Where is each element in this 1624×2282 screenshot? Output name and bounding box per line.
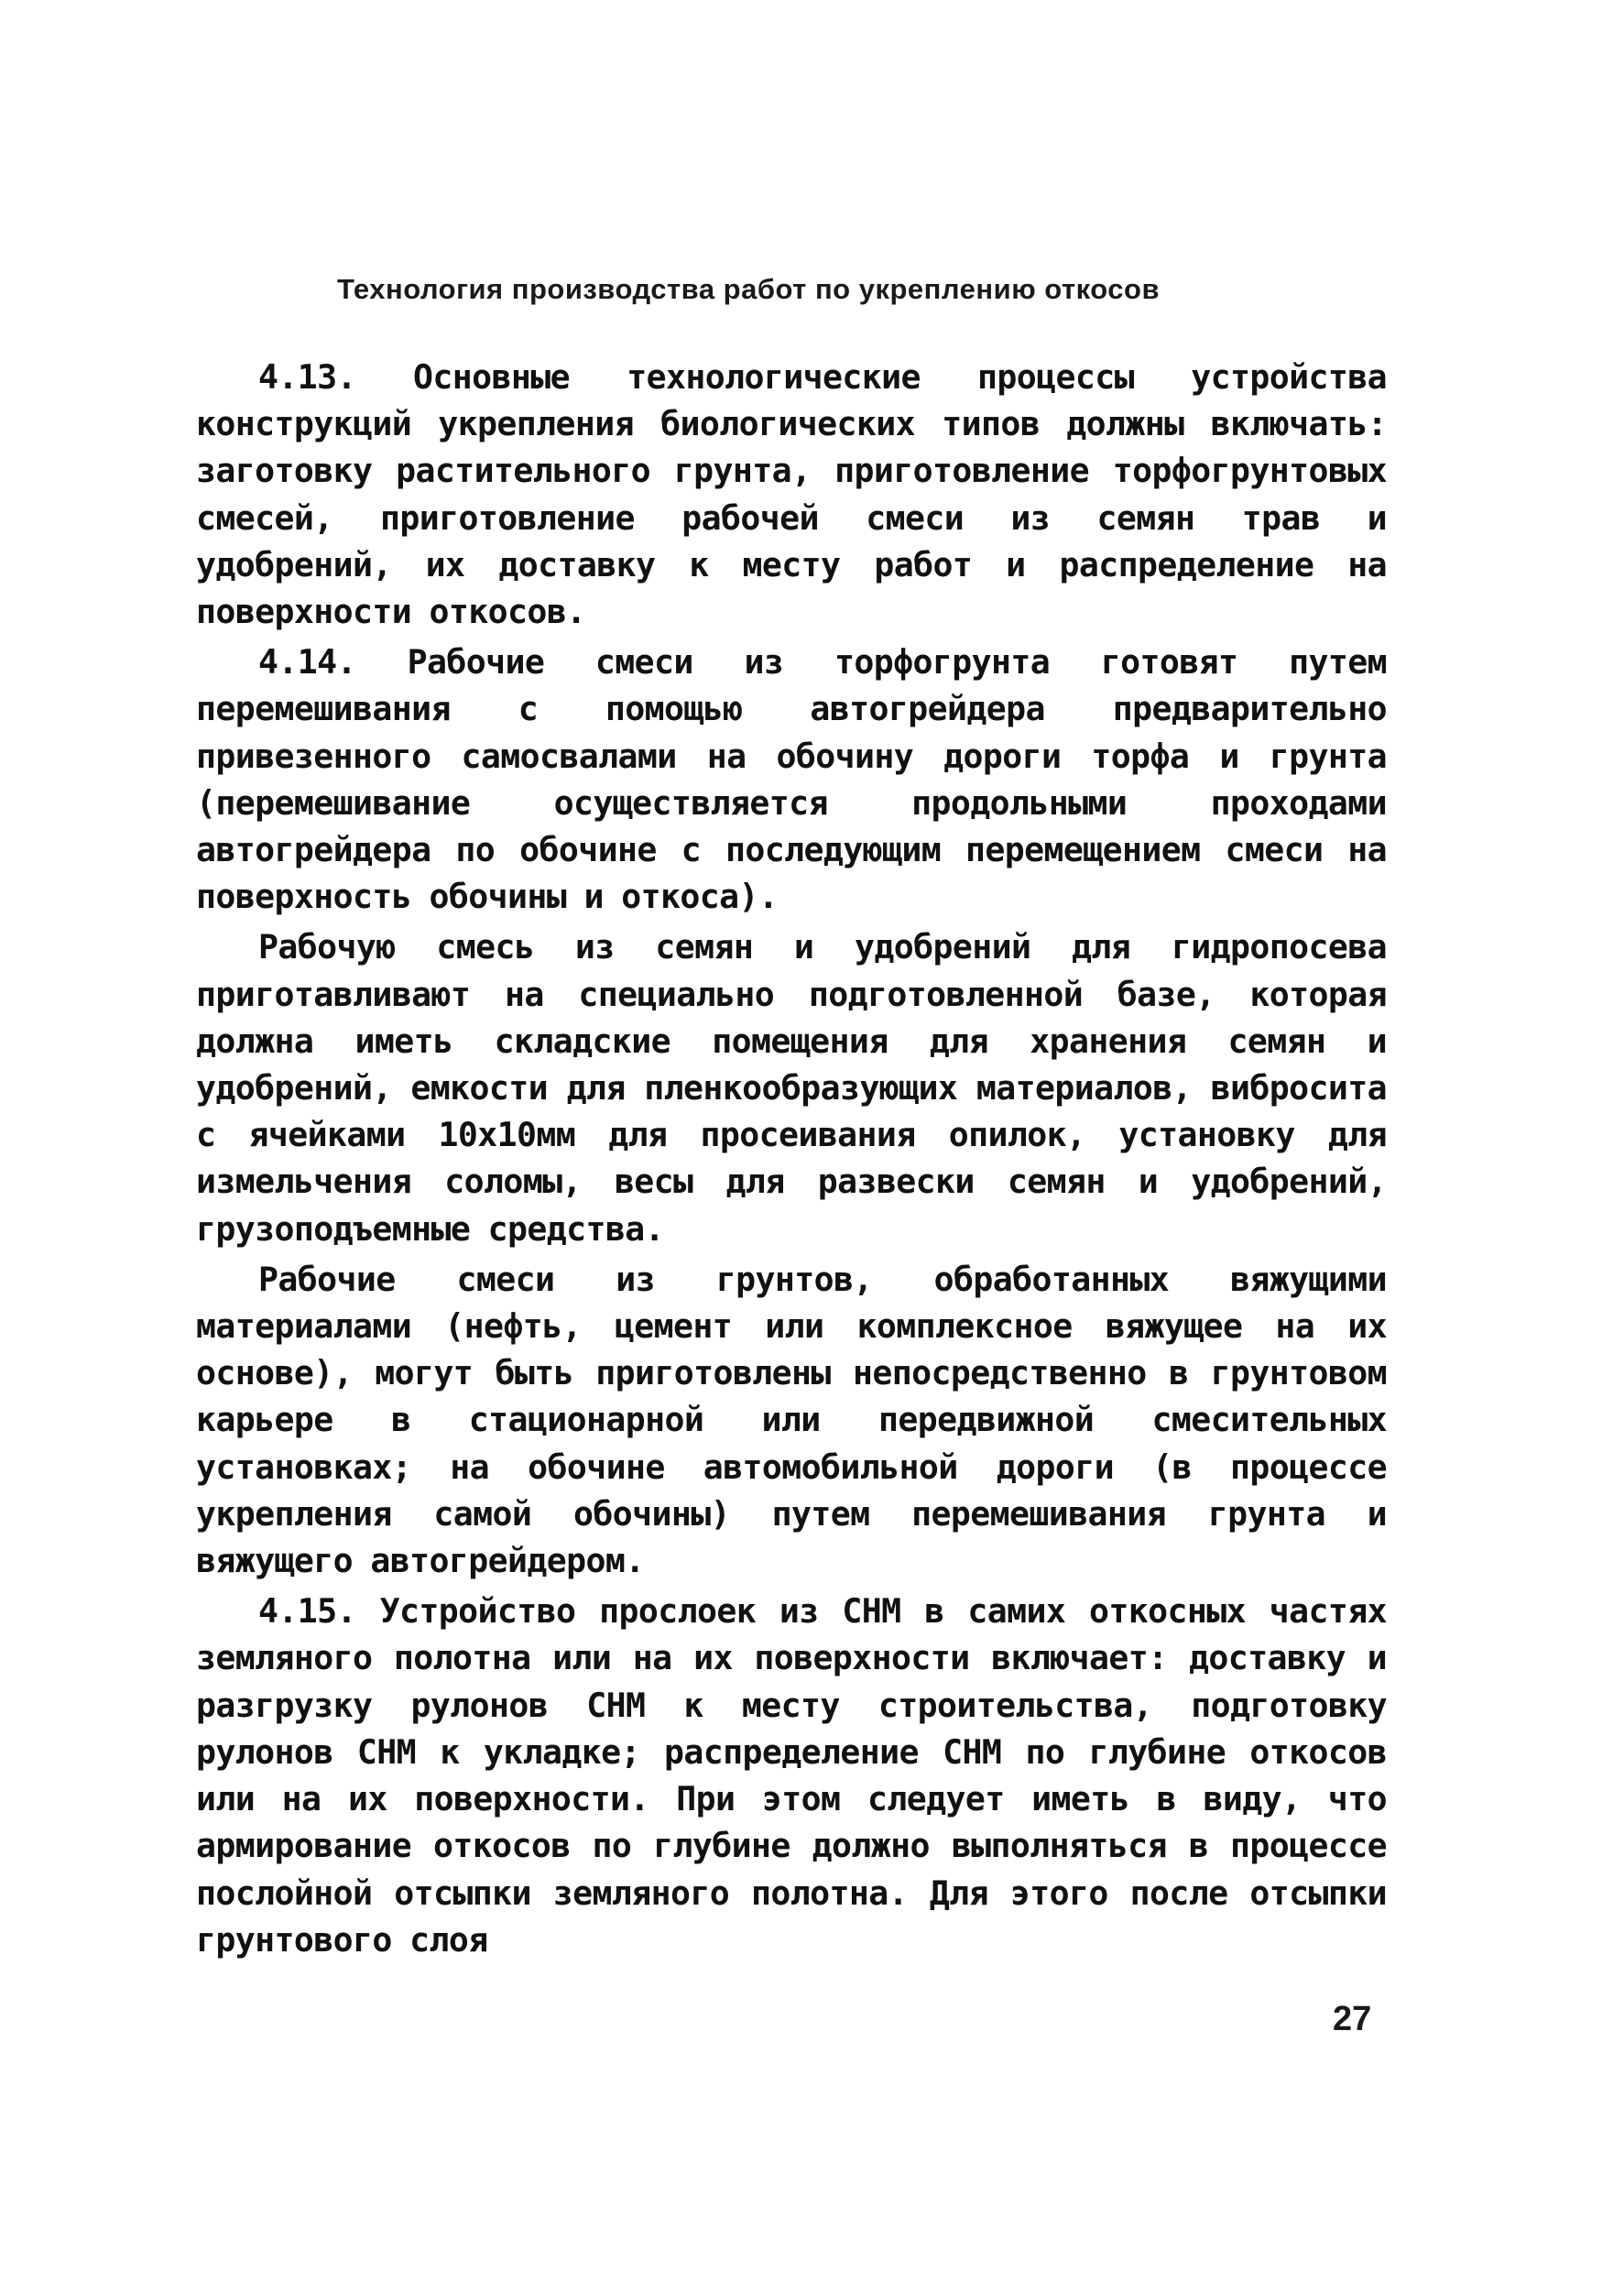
body-text bbox=[196, 354, 1387, 1963]
section-heading: Технология производства работ по укреплению откосов bbox=[337, 273, 1160, 305]
paragraph-4-15: 4.15. Устройство прослоек из СНМ в самих откосных частях земляного полотна или на их поверхности включает: доставку и разгрузку рулонов СНМ к месту строительства, подготовку рулонов СНМ к укладке; распределение СНМ по глубине откосов или на их поверхности. При этом следует иметь в виду, что армирование откосов по глубине должно выполняться в процессе послойной отсыпки земляного полотна. Для этого после отсыпки грунтового слоя bbox=[196, 1591, 1387, 1960]
paragraph-4-13: 4.13. Основные технологические процессы устройства конструкций укрепления биологических типов должны включать: заготовку растительного грунта, приготовление торфогрунтовых смесей, приготовление рабочей смеси из семян трав и удобрений, их доставку к месту работ и распределение на поверхности откосов. bbox=[196, 357, 1387, 632]
paragraph-4-14: 4.14. Рабочие смеси из торфогрунта готовят путем перемешивания с помощью автогрейдера предварительно привезенного самосвалами на обочину дороги торфа и грунта (перемешивание осуществляется продольными проходами автогрейдера по обочине с последующим перемещением смеси на поверхность обочины и откоса). bbox=[196, 642, 1387, 917]
page-number: 27 bbox=[1333, 2000, 1372, 2038]
paragraph-seed-mixture: Рабочую смесь из семян и удобрений для гидропосева приготавливают на специально подготовленной базе, которая должна иметь складские помещения для хранения семян и удобрений, емкости для пленкообразующих материалов, вибросита с ячейками 10х10мм для просеивания опилок, установку для измельчения соломы, весы для развески семян и удобрений, грузоподъемные средства. bbox=[196, 927, 1387, 1249]
paragraph-binder-mixtures: Рабочие смеси из грунтов, обработанных вяжущими материалами (нефть, цемент или комплексное вяжущее на их основе), могут быть приготовлены непосредственно в грунтовом карьере в стационарной или передвижной смесительных установках; на обочине автомобильной дороги (в процессе укрепления самой обочины) путем перемешивания грунта и вяжущего автогрейдером. bbox=[196, 1259, 1387, 1581]
